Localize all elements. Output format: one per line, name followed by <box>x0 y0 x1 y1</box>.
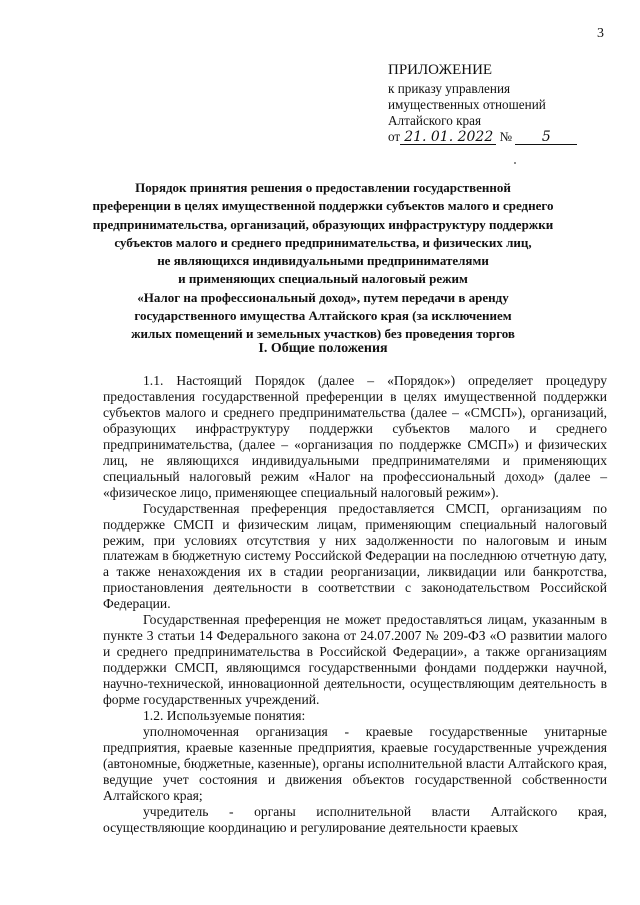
title-line: не являющихся индивидуальными предпринимателями <box>157 253 489 269</box>
paragraph: Государственная преференция предоставляется СМСП, организациям по поддержке СМСП и физическим лицам, применяющим специальный налоговый режим, при условиях отсутствия у них задолженности по налоговым и иным платежам в бюджетную систему Российской Федерации на последнюю отчетную дату, а также ненахождения их в стадии реорганизации, ликвидации или банкротства, приостановления деятельности в соответствии с законодательством Российской Федерации. <box>103 500 607 612</box>
title-line: преференции в целях имущественной поддержки субъектов малого и среднего <box>92 198 554 214</box>
paragraph: 1.1. Настоящий Порядок (далее – «Порядок») определяет процедуру предоставления государственной преференции в целях имущественной поддержки субъектов малого и среднего предпринимательства (далее – «СМСП»), организаций, образующих инфраструктуру поддержки субъектов малого и среднего предпринимательства, (далее – «организация по поддержке СМСП») и физических лиц, не являющихся индивидуальными предпринимателями и применяющих специальный налоговый режим «Налог на профессиональный доход» (далее – «физическое лицо, применяющее специальный налоговый режим»). <box>103 373 607 500</box>
section-heading: I. Общие положения <box>258 341 388 356</box>
title-line: Порядок принятия решения о предоставлении государственной <box>135 180 511 195</box>
appendix-block <box>388 62 577 145</box>
date-prefix: от <box>388 129 401 144</box>
document-body <box>103 373 607 836</box>
appendix-line: Алтайского края <box>388 113 482 128</box>
title-line: государственного имущества Алтайского края (за исключением <box>134 308 512 324</box>
handwritten-date: 21. 01. 2022 <box>400 130 496 145</box>
appendix-line: имущественных отношений <box>388 97 546 112</box>
title-line: субъектов малого и среднего предпринимательства, и физических лиц, <box>114 234 532 250</box>
paragraph: Государственная преференция не может предоставляться лицам, указанным в пункте 3 статьи 14 Федерального закона от 24.07.2007 № 209-ФЗ «О развитии малого и среднего предпринимательства в Российской Федерации», а также организациям поддержки СМСП, являющимся государственными фондами поддержки научной, научно-технической, инновационной деятельности, осуществляющим деятельность в форме государственных учреждений. <box>103 612 607 708</box>
stray-dot <box>514 162 516 164</box>
paragraph: 1.2. Используемые понятия: <box>143 708 306 724</box>
title-line: жилых помещений и земельных участков) без проведения торгов <box>131 326 515 342</box>
title-line: «Налог на профессиональный доход», путем передачи в аренду <box>137 289 509 305</box>
paragraph: уполномоченная организация - краевые государственные унитарные предприятия, краевые казенные предприятия, краевые государственные учреждения (автономные, бюджетные, казенные), органы исполнительной власти Алтайского края, ведущие учет состояния и движения объектов государственной собственности Алтайского края; <box>103 723 607 803</box>
handwritten-number: 5 <box>515 130 577 145</box>
document-title <box>86 179 560 344</box>
title-line: предпринимательства, организаций, образующих инфраструктуру поддержки <box>92 216 554 232</box>
page-number: 3 <box>597 26 604 41</box>
paragraph: учредитель - органы исполнительной власти Алтайского края, осуществляющие координацию и регулирование деятельности краевых <box>103 803 607 835</box>
title-line: и применяющих специальный налоговый режим <box>178 271 468 287</box>
appendix-date-line <box>388 129 577 145</box>
appendix-line: к приказу управления <box>388 81 511 96</box>
appendix-heading: ПРИЛОЖЕНИЕ <box>388 62 493 78</box>
number-prefix: № <box>499 129 513 144</box>
